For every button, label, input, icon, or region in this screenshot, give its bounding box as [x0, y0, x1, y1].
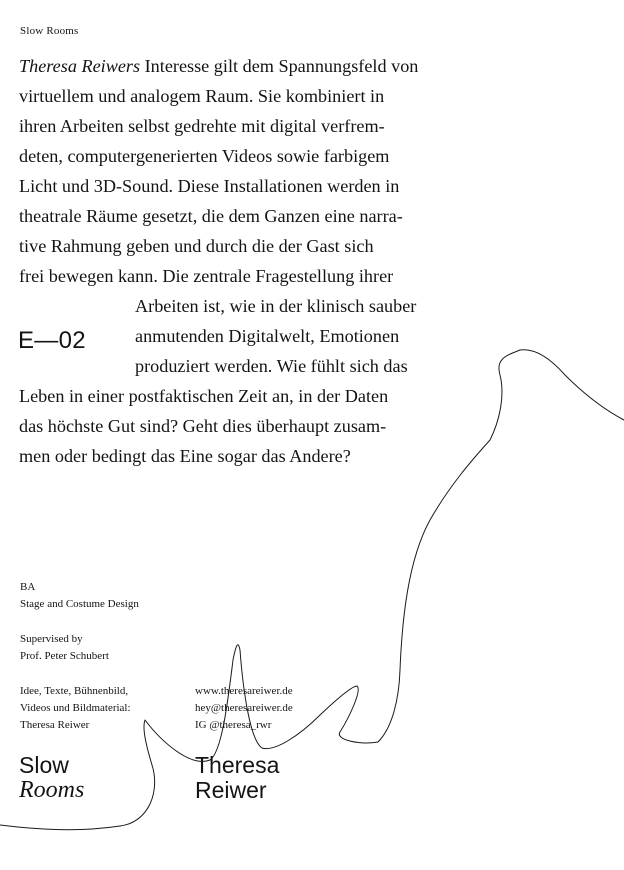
footer-title: [19, 753, 84, 803]
footer-author-line-2: Reiwer: [195, 777, 267, 803]
degree-program: Stage and Costume Design: [20, 598, 139, 610]
intro-closing-block: [19, 381, 388, 471]
intro-paragraph: [19, 51, 418, 291]
footer-author-line-1: Theresa: [195, 752, 280, 778]
indented-line-3: produziert werden. Wie fühlt sich das: [135, 356, 408, 376]
degree-block: [20, 579, 139, 613]
project-code: E—02: [18, 327, 86, 354]
footer-author: [195, 753, 279, 803]
intro-line-6: theatrale Räume gesetzt, die dem Ganzen eine narra-: [19, 206, 403, 226]
instagram-link[interactable]: IG @theresa_rwr: [195, 719, 272, 731]
intro-line-5: Licht und 3D-Sound. Diese Installationen werden in: [19, 176, 400, 196]
indented-line-1: Arbeiten ist, wie in der klinisch sauber: [135, 296, 417, 316]
credits-line-2: Videos und Bildmaterial:: [20, 702, 131, 714]
intro-line-2: virtuellem und analogem Raum. Sie kombiniert in: [19, 86, 385, 106]
intro-indented-block: [135, 291, 416, 381]
credits-block: [20, 683, 131, 734]
header-title: Slow Rooms: [20, 25, 79, 37]
intro-line-1-text: Interesse gilt dem Spannungsfeld von: [140, 56, 419, 76]
intro-line-7: tive Rahmung geben und durch die der Gast sich: [19, 236, 374, 256]
intro-line-4: deten, computergenerierten Videos sowie farbigem: [19, 146, 390, 166]
contact-block: [195, 683, 293, 734]
intro-line-1: [19, 51, 418, 81]
degree-level: BA: [20, 581, 36, 593]
closing-line-3: men oder bedingt das Eine sogar das Andere?: [19, 446, 351, 466]
closing-line-1: Leben in einer postfaktischen Zeit an, in der Daten: [19, 386, 389, 406]
intro-line-3: ihren Arbeiten selbst gedrehte mit digital verfrem-: [19, 116, 385, 136]
supervision-block: [20, 631, 109, 665]
intro-line-8: frei bewegen kann. Die zentrale Fragestellung ihrer: [19, 266, 394, 286]
email-link[interactable]: hey@theresareiwer.de: [195, 702, 293, 714]
website-link[interactable]: www.theresareiwer.de: [195, 685, 293, 697]
supervised-by-label: Supervised by: [20, 633, 83, 645]
footer-title-line-2: Rooms: [19, 777, 85, 803]
indented-line-2: anmutenden Digitalwelt, Emotionen: [135, 326, 400, 346]
supervisor-name: Prof. Peter Schubert: [20, 650, 109, 662]
credits-line-1: Idee, Texte, Bühnenbild,: [20, 685, 129, 697]
footer-title-line-1: Slow: [19, 752, 69, 778]
closing-line-2: das höchste Gut sind? Geht dies überhaupt zusam-: [19, 416, 387, 436]
credits-line-3: Theresa Reiwer: [20, 719, 90, 731]
artist-name: Theresa Reiwers: [19, 56, 141, 76]
